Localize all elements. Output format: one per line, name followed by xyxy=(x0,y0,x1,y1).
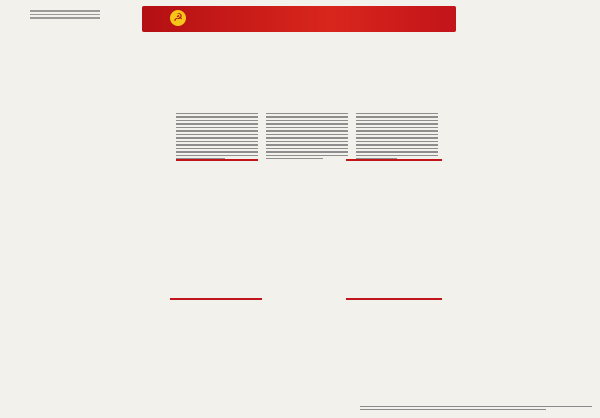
section-rule xyxy=(346,159,442,161)
header-banner xyxy=(142,6,456,32)
intro-column xyxy=(356,113,438,162)
footer-credits xyxy=(360,406,592,412)
section-rule xyxy=(346,298,442,300)
party-emblem-icon: ☭ xyxy=(170,10,186,26)
dateline xyxy=(30,10,100,21)
intro-column xyxy=(176,113,258,162)
section-rule xyxy=(170,298,262,300)
intro-column xyxy=(266,113,348,162)
section-rule xyxy=(176,159,258,161)
